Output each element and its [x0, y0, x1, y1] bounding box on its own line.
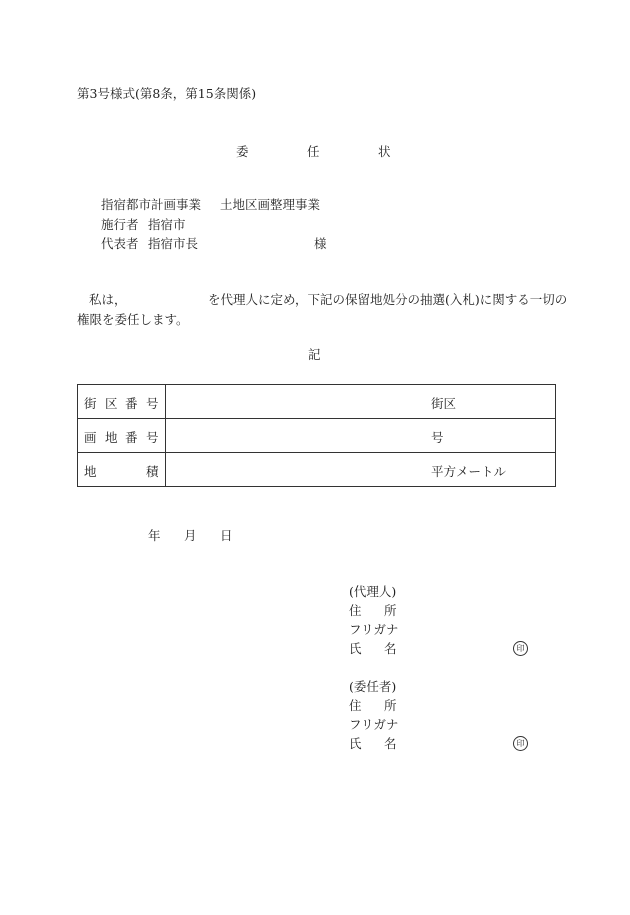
label-char: 積 — [146, 464, 159, 479]
project-type: 土地区画整理事業 — [220, 197, 321, 212]
label-char: 号 — [146, 396, 159, 411]
property-table — [77, 384, 556, 487]
lot-number-cell[interactable] — [166, 419, 556, 453]
agent-heading: (代理人) — [349, 584, 397, 599]
unit-label: 号 — [431, 430, 444, 445]
table-row — [78, 385, 556, 419]
principal-heading: (委任者) — [349, 679, 397, 694]
project-name: 指宿都市計画事業 — [101, 197, 202, 212]
principal-name-label: 氏 — [349, 736, 362, 751]
principal-name-label: 名 — [384, 736, 397, 751]
form-number: 第3号様式(第8条，第15条関係) — [77, 86, 257, 101]
title-char: 委 — [236, 144, 249, 159]
table-row — [78, 453, 556, 487]
agent-name-label: 名 — [384, 641, 397, 656]
table-row — [78, 419, 556, 453]
seal-icon: 印 — [513, 641, 528, 656]
unit-label: 街区 — [431, 396, 457, 411]
date-day: 日 — [220, 528, 233, 543]
label-char: 番 — [125, 430, 138, 445]
principal-address-label: 住 — [349, 698, 362, 713]
principal-address-label: 所 — [384, 698, 397, 713]
label-char: 街 — [84, 396, 97, 411]
label-char: 地 — [84, 464, 97, 479]
area-cell[interactable] — [166, 453, 556, 487]
representative-label: 代表者 — [101, 236, 139, 251]
body-text-line1: を代理人に定め，下記の保留地処分の抽選(入札)に関する一切の — [208, 292, 568, 307]
ki-heading: 記 — [308, 347, 321, 362]
seal-icon: 印 — [513, 736, 528, 751]
date-year: 年 — [148, 528, 161, 543]
label-char: 号 — [146, 430, 159, 445]
agent-address-label: 所 — [384, 603, 397, 618]
honorific: 様 — [314, 236, 327, 251]
block-number-cell[interactable] — [166, 385, 556, 419]
executor-label: 施行者 — [101, 217, 139, 232]
label-char: 区 — [105, 396, 118, 411]
title-char: 状 — [378, 144, 391, 159]
agent-address-label: 住 — [349, 603, 362, 618]
row-label — [78, 385, 166, 419]
unit-label: 平方メートル — [431, 464, 507, 479]
label-char: 地 — [105, 430, 118, 445]
label-char: 番 — [125, 396, 138, 411]
body-text-line2: 権限を委任します。 — [77, 312, 189, 327]
row-label — [78, 453, 166, 487]
executor-value: 指宿市 — [148, 217, 186, 232]
representative-value: 指宿市長 — [148, 236, 199, 251]
body-intro: 私は， — [89, 292, 127, 307]
title-char: 任 — [307, 144, 320, 159]
principal-furigana-label: フリガナ — [349, 717, 399, 732]
label-char: 画 — [84, 430, 97, 445]
agent-name-label: 氏 — [349, 641, 362, 656]
row-label — [78, 419, 166, 453]
agent-furigana-label: フリガナ — [349, 622, 399, 637]
date-month: 月 — [184, 528, 197, 543]
